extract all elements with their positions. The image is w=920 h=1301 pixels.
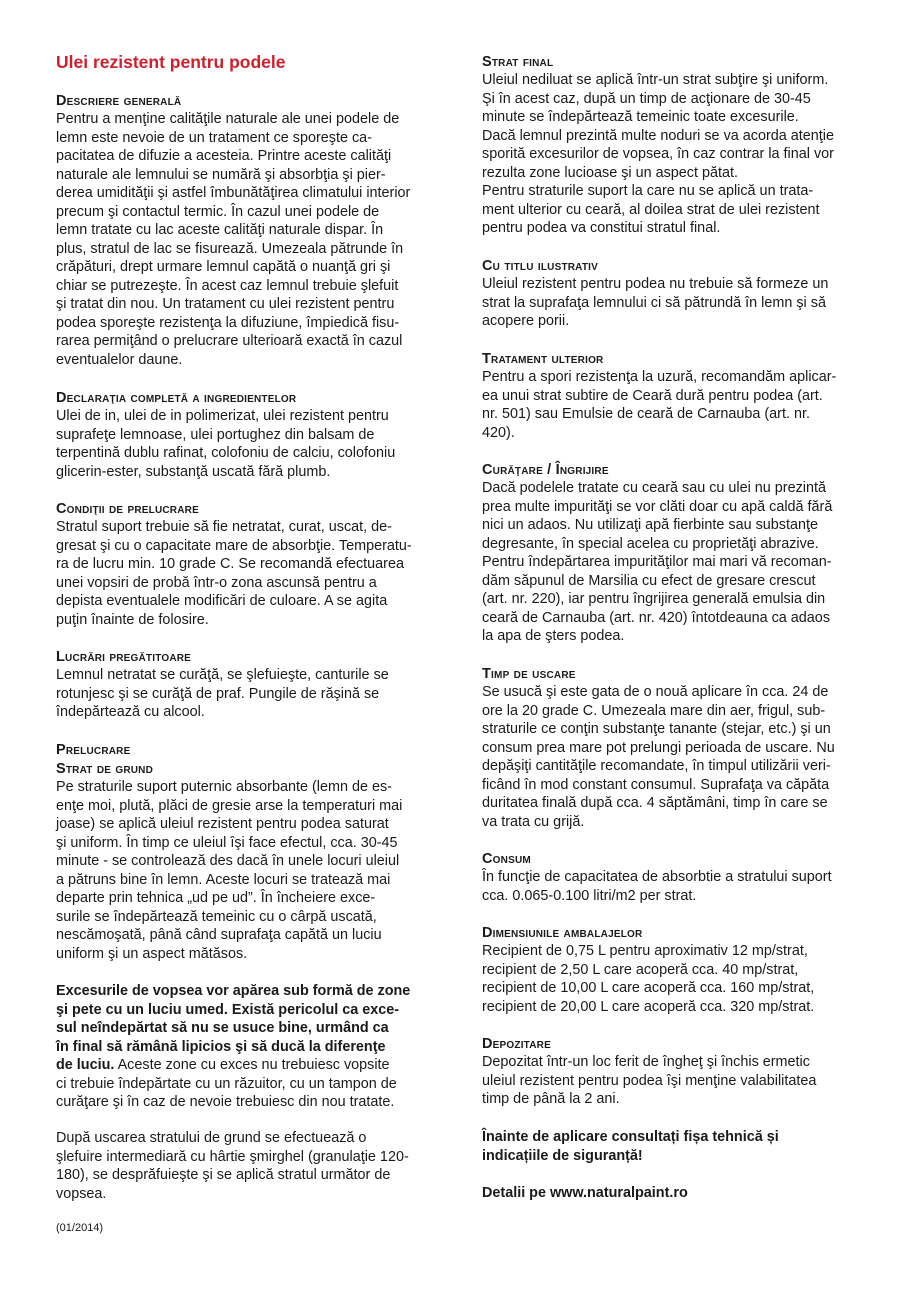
text-line: Uleiul nediluat se aplică într-un strat subţire şi uniform. (482, 72, 829, 88)
section-body-tratament (482, 368, 836, 442)
section-heading-descriere: Descriere generală (56, 93, 182, 109)
text-line: Dacă podelele tratate cu ceară sau cu ulei nu prezintă (482, 480, 826, 496)
text-line: 420). (482, 424, 515, 441)
section-heading-consum: Consum (482, 851, 531, 867)
section-heading-uscare: Timp de uscare (482, 666, 576, 682)
text-line: ci trebuie îndepărtate cu un răzuitor, cu un tampon de (56, 1075, 397, 1092)
section-body-declaratia (56, 407, 395, 481)
text-line: lemn este nevoie de un tratament ce sporeşte ca- (56, 129, 372, 146)
text-line: ficând în mod constant consumul. Suprafaţa va căpăta (482, 776, 830, 793)
excesuri-bold-tail: de luciu. (56, 1057, 115, 1073)
document-date: (01/2014) (56, 1222, 104, 1234)
section-body-dimensiuni (482, 942, 814, 1016)
text-line: vopsea. (56, 1185, 107, 1202)
text-line: Dacă lemnul prezintă multe noduri se va acorda atenţie (482, 127, 834, 144)
text-line: şlefuire intermediară cu hârtie şmirghel (granulaţie 120- (56, 1148, 409, 1165)
text-line: După uscarea stratului de grund se efectuează o (56, 1130, 367, 1146)
text-line: consum prea mare pot prelungi perioada de uscare. Nu (482, 739, 835, 756)
text-line: ceară de Carnauba (art. nr. 420) întotdeauna ca adaos (482, 609, 831, 626)
text-line: crăpături, drept urmare lemnul capătă o nuanţă gri şi (56, 259, 391, 275)
text-line: Uleiul rezistent pentru podea nu trebuie să formeze un (482, 276, 829, 292)
section-body-excesuri (56, 982, 410, 1112)
text-line: suprafeţe lemnoase, ulei portughez din balsam de (56, 426, 375, 443)
text-line: Depozitat într-un loc ferit de îngheţ şi închis ermetic (482, 1054, 810, 1070)
text-line: acopere porii. (482, 313, 570, 329)
text-line: straturile ce conţin substanţe tanante (stejar, etc.) şi un (482, 721, 831, 737)
section-heading-prelucrare: Prelucrare (56, 742, 131, 758)
text-line: uleiul rezistent pentru podea îşi menţine valabilitatea (482, 1072, 817, 1089)
details-link[interactable] (482, 1184, 688, 1203)
text-line: ore la 20 grade C. Umezeala mare din aer, frigul, sub- (482, 702, 826, 719)
section-heading-conditii: Condiţii de prelucrare (56, 501, 199, 517)
text-line: duritatea finală după cca. 4 săptămâni, timp în care se (482, 795, 828, 811)
text-line: Înainte de aplicare consultați fișa tehnică și (482, 1129, 779, 1145)
text-line: dăm săpunul de Marsilia cu efect de gresare crescut (482, 572, 816, 589)
section-heading-tratament: Tratament ulterior (482, 351, 604, 367)
text-line: prea multe impurităţi se vor clăti doar cu apă caldă fără (482, 498, 833, 515)
text-line: terpentină dublu rafinat, colofoniu de calciu, colofoniu (56, 445, 396, 461)
excesuri-regular-start: Aceste zone cu exces nu trebuiesc vopsite (114, 1057, 390, 1073)
text-line: în final să rămână lipicios şi să ducă la diferenţe (56, 1038, 386, 1055)
section-heading-curatare: Curăţare / Îngrijire (482, 462, 609, 478)
section-body-descriere (56, 110, 410, 369)
section-heading-dimensiuni: Dimensiunile ambalajelor (482, 925, 643, 941)
text-line: ra de lucru min. 10 grade C. Se recomandă efectuarea (56, 556, 404, 572)
safety-warning (482, 1128, 779, 1165)
text-line: naturale ale lemnului se numără şi absorbţia şi pier- (56, 166, 386, 183)
text-line: Recipient de 0,75 L pentru aproximativ 12 mp/strat, (482, 943, 808, 959)
section-heading-ilustrativ: Cu titlu ilustrativ (482, 258, 599, 274)
section-body-consum (482, 868, 832, 905)
section-body-dupa-uscare (56, 1129, 409, 1203)
section-body-strat-final (482, 71, 834, 238)
section-body-lucrari (56, 666, 389, 722)
text-line: lemn tratate cu lac aceste calităţi naturale dispar. În (56, 222, 384, 238)
text-line: indicațiile de siguranță! (482, 1147, 643, 1164)
text-line: Ulei de in, ulei de in polimerizat, ulei rezistent pentru (56, 408, 389, 424)
text-line: recipient de 2,50 L care acoperă cca. 40 mp/strat, (482, 961, 799, 978)
text-line: Pe straturile suport puternic absorbante (lemn de es- (56, 779, 392, 795)
section-body-conditii (56, 518, 412, 629)
text-line: şi uniform. În timp ce uleiul îşi face efectul, cca. 30-45 (56, 834, 398, 851)
text-line: îndepărtează cu alcool. (56, 704, 205, 720)
text-line: (art. nr. 220), iar pentru îngrijirea generală emulsia din (482, 591, 826, 607)
text-line: recipient de 20,00 L care acoperă cca. 320 mp/strat. (482, 998, 815, 1015)
text-line: Excesurile de vopsea vor apărea sub formă de zone (56, 983, 411, 999)
details-link-text[interactable]: Detalii pe www.naturalpaint.ro (482, 1185, 688, 1201)
section-heading-strat-final: Strat final (482, 54, 554, 70)
text-line: eventualelor daune. (56, 351, 183, 368)
text-line: curăţare şi în caz de nevoie trebuiesc din nou tratate. (56, 1094, 395, 1110)
text-line: strat la suprafaţa lemnului ci să pătrundă în lemn şi să (482, 294, 826, 311)
text-line: Se usucă şi este gata de o nouă aplicare în cca. 24 de (482, 684, 829, 700)
text-line: nici un adaos. Nu utilizaţi apă fierbinte sau substanţe (482, 517, 818, 533)
text-line: minute se îndepărtează temeinic toate excesurile. (482, 109, 799, 125)
text-line: la apa de şters podea. (482, 628, 625, 644)
text-line: enţe moi, plută, plăci de gresie arse la temperaturi mai (56, 797, 403, 814)
text-line: timp de până la 2 ani. (482, 1091, 620, 1107)
text-line: rotunjesc şi se curăţă de praf. Pungile de răşină se (56, 685, 380, 702)
text-line: va trata cu grijă. (482, 813, 585, 830)
text-line: recipient de 10,00 L care acoperă cca. 160 mp/strat, (482, 980, 815, 996)
text-line: departe prin tehnica „ud pe ud”. În încheiere exce- (56, 890, 376, 906)
section-body-curatare (482, 479, 832, 646)
text-line: podea sporeşte rezistenţa la difuziune, împiedică fisu- (56, 314, 400, 331)
text-line: a pătruns bine în lemn. Aceste locuri se tratează mai (56, 871, 391, 888)
section-body-ilustrativ (482, 275, 828, 331)
text-line: În funcţie de capacitatea de absorbtie a stratului suport (482, 869, 832, 885)
text-line: Stratul suport trebuie să fie netratat, curat, uscat, de- (56, 519, 392, 535)
text-line: puţin înainte de folosire. (56, 611, 209, 628)
text-line: derea umidităţii şi astfel îmbunătăţirea climatului interior (56, 185, 411, 201)
text-line: rezulta zone lucioase şi un aspect pătat. (482, 164, 738, 181)
text-line: nescămoşată, până când suprafaţa capătă un luciu (56, 927, 382, 943)
text-line: şi pete cu un luciu umed. Există pericolul ca exce- (56, 1001, 400, 1018)
text-line: pentru podea va constitui stratul final. (482, 220, 721, 236)
text-line: Pentru a spori rezistenţa la uzură, recomandăm aplicar- (482, 369, 837, 385)
text-line: Pentru straturile suport la care nu se aplică un trata- (482, 183, 814, 199)
text-line: rarea permiţând o prelucrare ulterioară exactă în cazul (56, 333, 403, 349)
text-line: Şi în acest caz, după un timp de acţionare de 30-45 (482, 90, 811, 107)
text-line: plus, stratul de lac se fisurează. Umezeala pătrunde în (56, 240, 404, 257)
text-line: gresat şi cu o capacitate mare de absorbţie. Temperatu- (56, 537, 412, 554)
text-line: minute - se controlează des dacă în unele locuri uleiul (56, 853, 400, 869)
section-heading-declaratia: Declaraţia completă a ingredientelor (56, 390, 297, 406)
text-line: sporită excesurilor de vopsea, în caz contrar la final vor (482, 146, 834, 162)
page-title: Ulei rezistent pentru podele (56, 52, 286, 72)
text-line: joase) se aplică uleiul rezistent pentru podea saturat (56, 816, 389, 832)
text-line: pacitatea de difuzie a acesteia. Printre aceste calităţi (56, 148, 392, 164)
text-line: ea unui strat subtire de Ceară dură pentru podea (art. (482, 387, 823, 404)
text-line: degresante, în special acelea cu proprietăţi abrazive. (482, 535, 819, 552)
text-line: Lemnul netratat se curăţă, se şlefuieşte, canturile se (56, 667, 389, 683)
text-line: nr. 501) sau Emulsie de ceară de Carnauba (art. nr. (482, 406, 810, 422)
text-line: Pentru îndepărtarea impurităţilor mai mari vă recoman- (482, 554, 832, 570)
text-line: şi tratat din nou. Un tratament cu ulei rezistent pentru (56, 296, 395, 312)
text-line: surile se îndepărtează temeinic cu o cârpă uscată, (56, 908, 377, 925)
section-subheading-strat-grund: Strat de grund (56, 761, 154, 777)
section-body-uscare (482, 683, 835, 831)
excesuri-bold-text (56, 982, 410, 1056)
text-line: uniform şi un aspect mătăsos. (56, 945, 248, 962)
text-line: cca. 0.065-0.100 litri/m2 per strat. (482, 887, 697, 904)
text-line: glicerin-ester, substanţă uscată fără plumb. (56, 463, 331, 480)
text-line: ment ulterior cu ceară, al doilea strat de ulei rezistent (482, 201, 820, 218)
section-body-depozitare (482, 1053, 816, 1109)
text-line: depista eventualele modificări de culoare. A se agita (56, 593, 388, 609)
section-body-prelucrare (56, 778, 402, 963)
text-line: 180), se desprăfuieşte şi se aplică stratul următor de (56, 1167, 391, 1183)
text-line: chiar se putrezeşte. În acest caz lemnul trebuie şlefuit (56, 277, 399, 294)
section-heading-lucrari: Lucrări pregătitoare (56, 649, 192, 665)
text-line: precum şi contactul termic. În cazul unei podele de (56, 203, 380, 220)
text-line: unei vopsiri de probă într-o zona ascunsă pentru a (56, 574, 377, 591)
section-heading-depozitare: Depozitare (482, 1036, 551, 1052)
excesuri-regular-text (56, 1075, 410, 1112)
text-line: Pentru a menţine calităţile naturale ale unei podele de (56, 111, 400, 127)
text-line: sul neîndepărtat să nu se usuce bine, urmând ca (56, 1020, 389, 1036)
text-line: depăşiţi cantităţile recomandate, în timpul utilizării veri- (482, 758, 831, 774)
